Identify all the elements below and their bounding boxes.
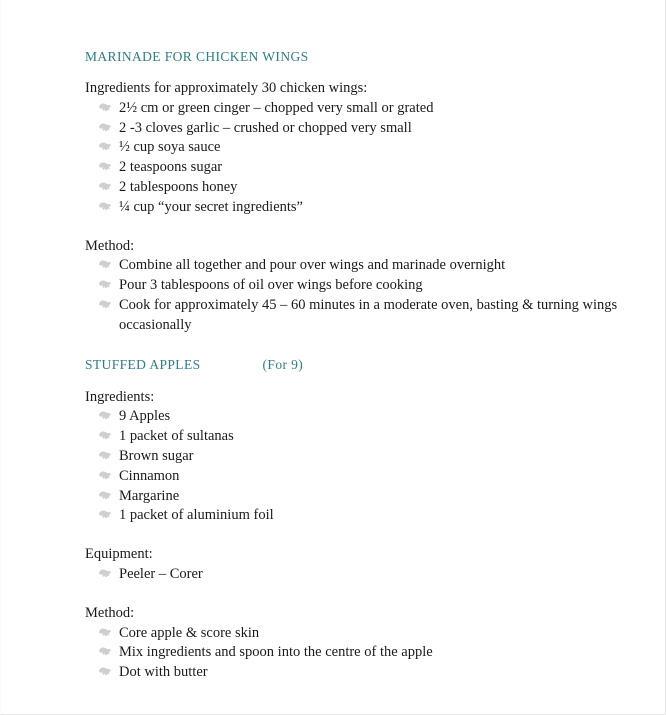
list-item <box>85 407 625 427</box>
list-item-text: Cook for approximately 45 – 60 minutes in a moderate oven, basting & turning wings occasionally <box>119 296 618 333</box>
equipment-list <box>85 565 625 585</box>
pointing-hand-bullet-icon <box>97 100 113 114</box>
recipe-stuffed-apples <box>85 356 625 683</box>
pointing-hand-bullet-icon <box>97 566 113 580</box>
pointing-hand-bullet-icon <box>97 488 113 502</box>
pointing-hand-bullet-icon <box>97 159 113 173</box>
list-item <box>85 487 625 507</box>
recipe-marinade-for-chicken-wings <box>85 48 625 336</box>
pointing-hand-bullet-icon <box>97 644 113 658</box>
pointing-hand-bullet-icon <box>97 448 113 462</box>
list-item <box>85 565 625 585</box>
list-item <box>85 506 625 526</box>
pointing-hand-bullet-icon <box>97 257 113 271</box>
list-item-text: Combine all together and pour over wings and marinade overnight <box>119 257 506 274</box>
list-item-text: 1 packet of sultanas <box>119 428 234 445</box>
method-label: Method: <box>85 237 135 254</box>
recipe-title <box>85 356 625 374</box>
list-item <box>85 276 625 296</box>
pointing-hand-bullet-icon <box>97 199 113 213</box>
list-item <box>85 198 625 218</box>
list-item <box>85 624 625 644</box>
ingredients-label: Ingredients for approximately 30 chicken wings: <box>85 80 368 96</box>
list-item-text: 9 Apples <box>119 408 171 425</box>
list-item-text: 2 teaspoons sugar <box>119 159 223 176</box>
pointing-hand-bullet-icon <box>97 428 113 442</box>
ingredients-list <box>85 99 625 218</box>
equipment-label: Equipment: <box>85 546 153 563</box>
document-content <box>85 48 625 683</box>
list-item <box>85 119 625 139</box>
list-item-text: ½ cup soya sauce <box>119 139 221 156</box>
list-item <box>85 467 625 487</box>
list-item-text: 1 packet of aluminium foil <box>119 507 274 524</box>
pointing-hand-bullet-icon <box>97 468 113 482</box>
list-item <box>85 99 625 119</box>
method-label: Method: <box>85 604 135 621</box>
pointing-hand-bullet-icon <box>97 664 113 678</box>
ingredients-label: Ingredients: <box>85 388 155 405</box>
list-item-text: Peeler – Corer <box>119 565 203 582</box>
list-item-text: 2 tablespoons honey <box>119 178 238 195</box>
list-item <box>85 643 625 663</box>
list-item-text: Pour 3 tablespoons of oil over wings before cooking <box>119 277 423 294</box>
list-item <box>85 447 625 467</box>
recipe-serves-text: (For 9) <box>262 356 304 372</box>
list-item-text: 2 -3 cloves garlic – crushed or chopped very small <box>119 119 412 136</box>
method-list <box>85 256 625 335</box>
list-item <box>85 138 625 158</box>
recipe-title-text: MARINADE FOR CHICKEN WINGS <box>85 49 309 64</box>
pointing-hand-bullet-icon <box>97 179 113 193</box>
pointing-hand-bullet-icon <box>97 625 113 639</box>
list-item <box>85 296 625 336</box>
list-item <box>85 663 625 683</box>
list-item-text: Brown sugar <box>119 447 194 464</box>
pointing-hand-bullet-icon <box>97 297 113 311</box>
pointing-hand-bullet-icon <box>97 120 113 134</box>
recipe-title-text: STUFFED APPLES <box>85 356 201 372</box>
pointing-hand-bullet-icon <box>97 277 113 291</box>
pointing-hand-bullet-icon <box>97 408 113 422</box>
list-item-text: Core apple & score skin <box>119 624 260 641</box>
list-item-text: Margarine <box>119 487 180 504</box>
pointing-hand-bullet-icon <box>97 507 113 521</box>
list-item <box>85 178 625 198</box>
list-item <box>85 427 625 447</box>
recipe-title <box>85 48 625 66</box>
list-item-text: Mix ingredients and spoon into the centre of the apple <box>119 644 433 661</box>
list-item-text: ¼ cup “your secret ingredients” <box>119 198 303 215</box>
ingredients-list <box>85 407 625 526</box>
list-item-text: Dot with butter <box>119 664 208 681</box>
method-list <box>85 624 625 683</box>
list-item <box>85 158 625 178</box>
pointing-hand-bullet-icon <box>97 139 113 153</box>
list-item <box>85 256 625 276</box>
list-item-text: 2½ cm or green cinger – chopped very small or grated <box>119 99 434 116</box>
list-item-text: Cinnamon <box>119 467 180 484</box>
